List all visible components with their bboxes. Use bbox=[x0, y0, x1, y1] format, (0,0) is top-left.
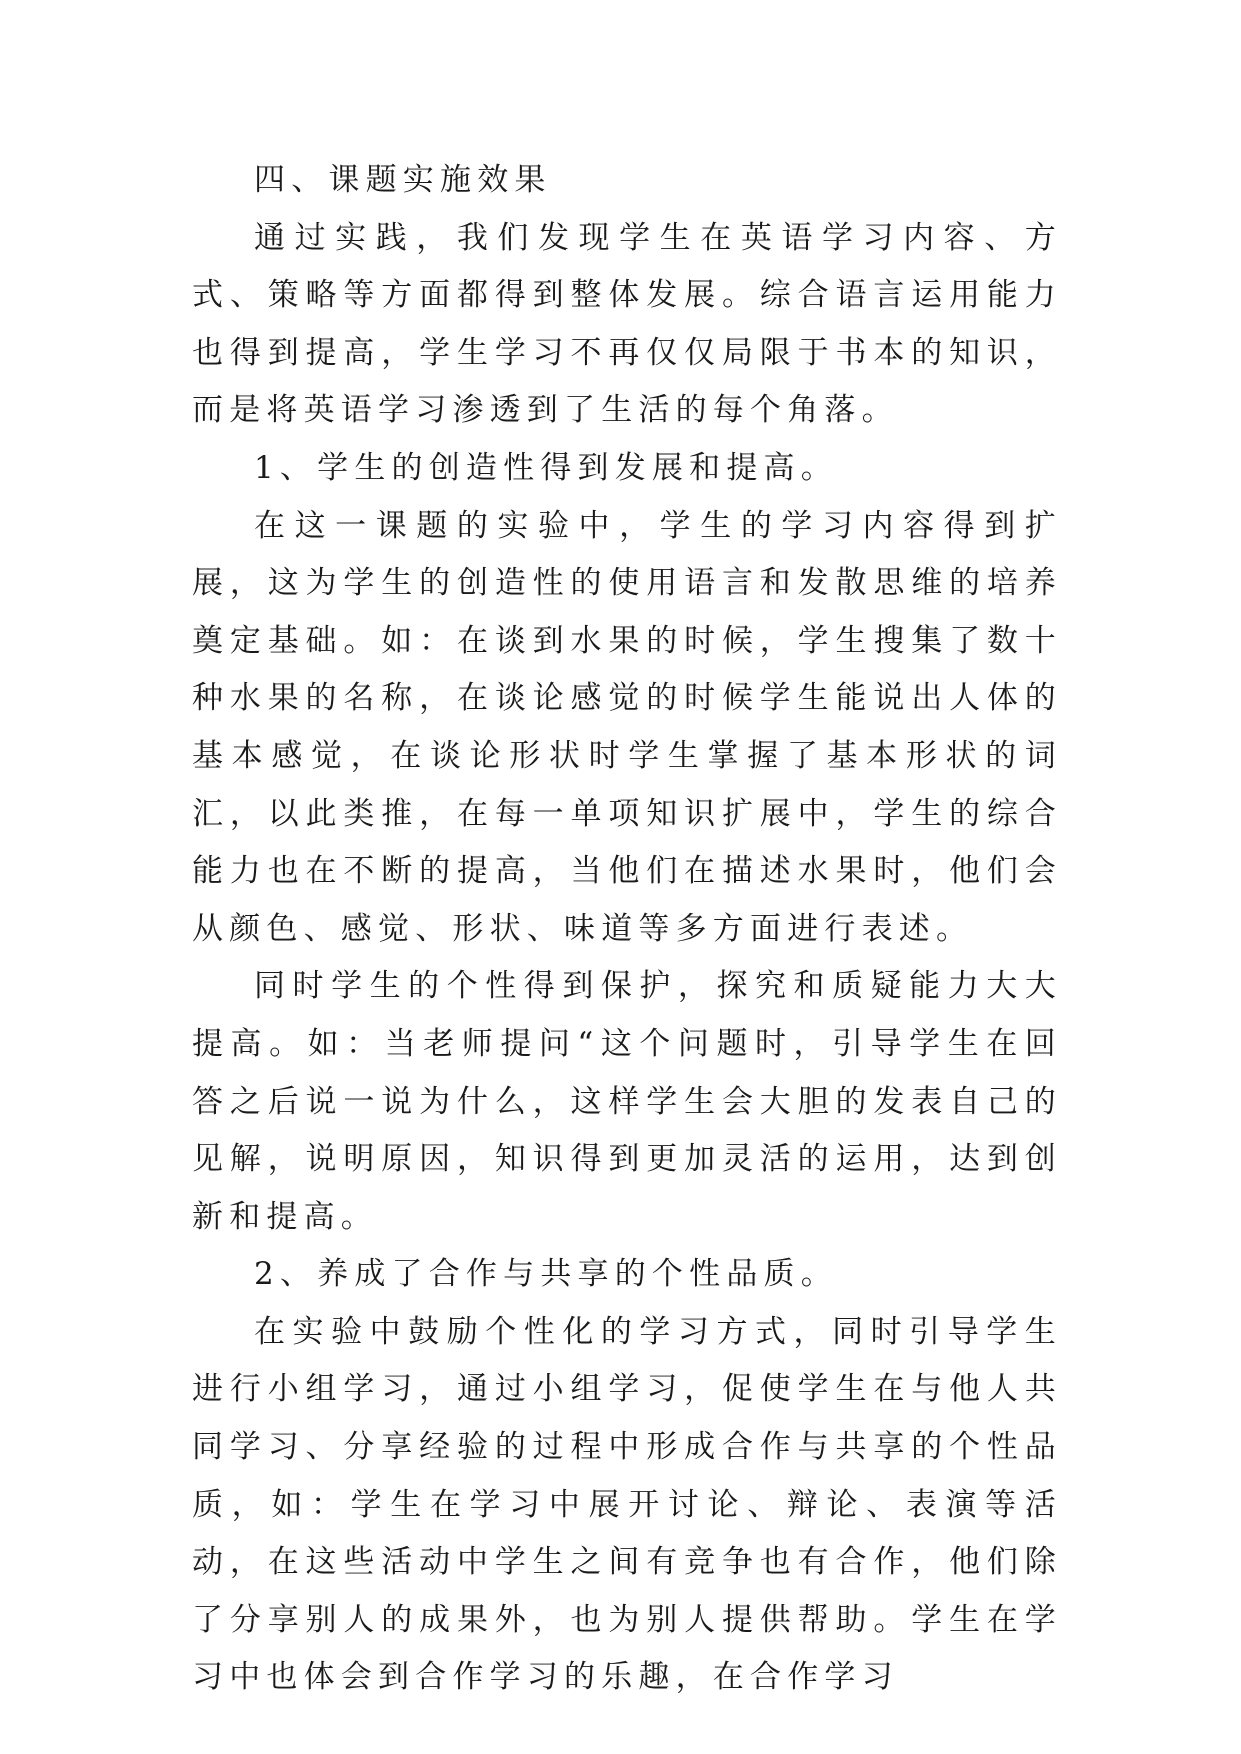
paragraph-cooperation: 在实验中鼓励个性化的学习方式，同时引导学生进行小组学习，通过小组学习，促使学生在与他人共同学习、分享经验的过程中形成合作与共享的个性品质，如：学生在学习中展开讨论、辩论、表演等活动，在这些活动中学生之间有竞争也有合作，他们除了分享别人的成果外，也为别人提供帮助。学生在学习中也体会到合作学习的乐趣，在合作学习 bbox=[192, 1313, 1062, 1696]
paragraph-intro: 通过实践，我们发现学生在英语学习内容、方式、策略等方面都得到整体发展。综合语言运用能力也得到提高，学生学习不再仅仅局限于书本的知识，而是将英语学习渗透到了生活的每个角落。 bbox=[192, 219, 1062, 429]
paragraph-creativity: 在这一课题的实验中，学生的学习内容得到扩展，这为学生的创造性的使用语言和发散思维的培养奠定基础。如：在谈到水果的时候，学生搜集了数十种水果的名称，在谈论感觉的时候学生能说出人体的基本感觉，在谈论形状时学生掌握了基本形状的词汇，以此类推，在每一单项知识扩展中，学生的综合能力也在不断的提高，当他们在描述水果时，他们会从颜色、感觉、形状、味道等多方面进行表述。 bbox=[192, 507, 1062, 947]
section-heading: 四、课题实施效果 bbox=[254, 162, 552, 198]
paragraph-individuality: 同时学生的个性得到保护，探究和质疑能力大大提高。如：当老师提问“这个问题时，引导学生在回答之后说一说为什么，这样学生会大胆的发表自己的见解，说明原因，知识得到更加灵活的运用，达到创新和提高。 bbox=[192, 968, 1062, 1235]
document-body bbox=[192, 152, 1062, 1707]
subheading-creativity: 1、学生的创造性得到发展和提高。 bbox=[254, 449, 838, 486]
subheading-cooperation: 2、养成了合作与共享的个性品质。 bbox=[254, 1256, 838, 1293]
